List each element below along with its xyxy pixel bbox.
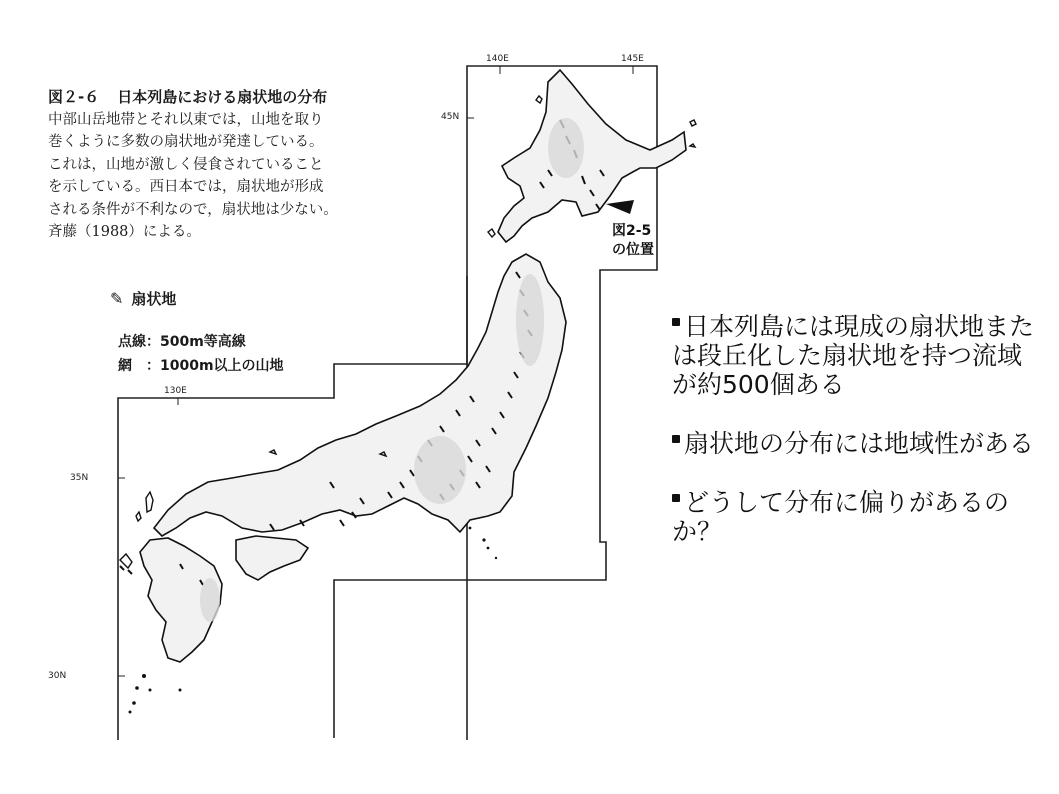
legend-lines xyxy=(118,330,284,378)
legend-fan-label: 扇状地 xyxy=(131,290,177,308)
fan-symbol-icon: ✎ xyxy=(110,289,124,308)
lon-130-label: 130E xyxy=(164,386,187,396)
honshu-island xyxy=(154,254,566,536)
lat-35-label: 35N xyxy=(70,473,89,483)
bullet-item xyxy=(672,429,1042,458)
caption-line: 巻くように多数の扇状地が発達している。 xyxy=(48,134,324,150)
bullet-text: 日本列島には現成の扇状地または段丘化した扇状地を持つ流域が約500個ある xyxy=(672,312,1035,399)
caption-line: 中部山岳地帯とそれ以東では，山地を取り xyxy=(48,111,324,128)
figure-caption xyxy=(48,86,408,244)
lon-140-label: 140E xyxy=(486,54,509,64)
figure-title: 日本列島における扇状地の分布 xyxy=(117,88,328,106)
legend-dotted: 点線：500m等高線 xyxy=(118,334,246,350)
fig-2-5-callout xyxy=(612,222,654,260)
caption-title xyxy=(48,86,408,109)
legend-fan xyxy=(110,288,176,309)
shikoku-island xyxy=(236,536,308,580)
bullet-text: 扇状地の分布には地域性がある xyxy=(684,429,1035,458)
callout-line-1: 図2-5 xyxy=(612,223,652,239)
caption-line: これは，山地が激しく侵食されていること xyxy=(48,156,324,173)
caption-line: を示している。西日本では，扇状地が形成 xyxy=(48,179,324,195)
callout-arrow xyxy=(606,200,634,214)
bullet-dot-icon xyxy=(672,435,680,443)
caption-line: 斉藤（1988）による。 xyxy=(48,224,201,240)
bullet-list xyxy=(672,312,1042,576)
lat-30-label: 30N xyxy=(48,671,67,681)
bullet-item xyxy=(672,312,1042,399)
bullet-dot-icon xyxy=(672,318,680,326)
legend-net: 網 ：1000m以上の山地 xyxy=(118,358,284,374)
lon-145-label: 145E xyxy=(621,54,644,64)
bullet-dot-icon xyxy=(672,494,680,502)
figure-number: 図２-６ xyxy=(48,88,100,106)
caption-line: される条件が不利なので，扇状地は少ない。 xyxy=(48,201,338,218)
bullet-item xyxy=(672,488,1042,546)
callout-line-2: の位置 xyxy=(612,242,654,258)
lat-45-label: 45N xyxy=(441,112,460,122)
bullet-text: どうして分布に偏りがあるのか？ xyxy=(672,488,1010,546)
